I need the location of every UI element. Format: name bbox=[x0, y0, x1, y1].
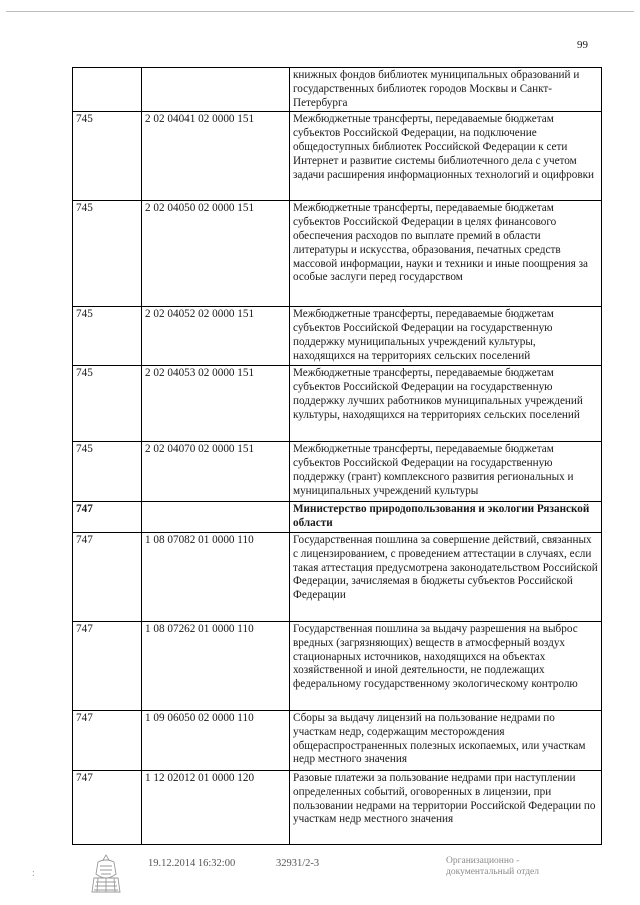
kbk-cell bbox=[142, 68, 290, 112]
coat-of-arms-stamp-icon bbox=[86, 852, 126, 896]
admin-code-cell: 745 bbox=[73, 307, 142, 366]
admin-code-cell: 745 bbox=[73, 442, 142, 502]
admin-code-cell: 747 bbox=[73, 502, 142, 533]
kbk-cell bbox=[142, 502, 290, 533]
kbk-cell: 2 02 04070 02 0000 151 bbox=[142, 442, 290, 502]
revenue-name-cell: Разовые платежи за пользование недрами при наступлении определенных событий, оговоренных в лицензии, при пользовании недрами на территории Российской Федерации по участкам недр местного значения bbox=[290, 770, 602, 844]
kbk-cell: 1 12 02012 01 0000 120 bbox=[142, 770, 290, 844]
document-footer bbox=[0, 852, 640, 905]
table-row bbox=[73, 710, 602, 770]
table-row bbox=[73, 201, 602, 307]
department-line-1: Организационно - bbox=[446, 856, 520, 866]
kbk-cell: 2 02 04052 02 0000 151 bbox=[142, 307, 290, 366]
page-number: 99 bbox=[577, 39, 588, 51]
ministry-name-cell: Министерство природопользования и экологии Рязанской области bbox=[290, 502, 602, 533]
top-rule bbox=[6, 11, 634, 12]
revenue-name-cell: Межбюджетные трансферты, передаваемые бюджетам субъектов Российской Федерации на государственную поддержку (грант) комплексного развития региональных и муниципальных учреждений культуры bbox=[290, 442, 602, 502]
footer-timestamp: 19.12.2014 16:32:00 bbox=[148, 858, 236, 869]
kbk-cell: 1 08 07262 01 0000 110 bbox=[142, 621, 290, 710]
admin-code-cell: 747 bbox=[73, 770, 142, 844]
footer-doc-code: 32931/2-3 bbox=[276, 858, 320, 869]
kbk-cell: 1 08 07082 01 0000 110 bbox=[142, 532, 290, 621]
kbk-cell: 2 02 04053 02 0000 151 bbox=[142, 366, 290, 442]
admin-code-cell bbox=[73, 68, 142, 112]
table-row bbox=[73, 532, 602, 621]
table-row bbox=[73, 442, 602, 502]
admin-code-cell: 745 bbox=[73, 201, 142, 307]
revenue-name-cell: Межбюджетные трансферты, передаваемые бюджетам субъектов Российской Федерации в целях финансового обеспечения расходов по выплате премий в области литературы и искусства, образования, печатных средств массовой информации, науки и техники и иные поощрения за особые заслуги перед государством bbox=[290, 201, 602, 307]
ministry-header-row bbox=[73, 502, 602, 533]
revenue-name-cell: Государственная пошлина за выдачу разрешения на выброс вредных (загрязняющих) веществ в атмосферный воздух стационарных источников, находящихся на объектах хозяйственной и иной деятельности, не подлежащих федеральному государственному экологическому контролю bbox=[290, 621, 602, 710]
table-row bbox=[73, 112, 602, 201]
revenue-name-cell: книжных фондов библиотек муниципальных образований и государственных библиотек городов Москвы и Санкт-Петербурга bbox=[290, 68, 602, 112]
admin-code-cell: 747 bbox=[73, 710, 142, 770]
revenue-name-cell: Межбюджетные трансферты, передаваемые бюджетам субъектов Российской Федерации на государственную поддержку лучших работников муниципальных учреждений культуры, находящихся на территориях сельских поселений bbox=[290, 366, 602, 442]
table-row bbox=[73, 68, 602, 112]
kbk-cell: 1 09 06050 02 0000 110 bbox=[142, 710, 290, 770]
kbk-cell: 2 02 04041 02 0000 151 bbox=[142, 112, 290, 201]
revenue-name-cell: Межбюджетные трансферты, передаваемые бюджетам субъектов Российской Федерации, на подключение общедоступных библиотек Российской Федерации к сети Интернет и развитие системы библиотечного дела с учетом задачи расширения информационных технологий и оцифровки bbox=[290, 112, 602, 201]
table-row bbox=[73, 307, 602, 366]
footer-department bbox=[446, 856, 576, 878]
revenue-name-cell: Межбюджетные трансферты, передаваемые бюджетам субъектов Российской Федерации на государственную поддержку муниципальных учреждений культуры, находящихся на территориях сельских поселений bbox=[290, 307, 602, 366]
kbk-cell: 2 02 04050 02 0000 151 bbox=[142, 201, 290, 307]
admin-code-cell: 745 bbox=[73, 366, 142, 442]
department-line-2: документальный отдел bbox=[446, 867, 540, 877]
table-row bbox=[73, 621, 602, 710]
revenue-name-cell: Государственная пошлина за совершение действий, связанных с лицензированием, с проведением аттестации в случаях, если такая аттестация предусмотрена законодательством Российской Федерации, зачисляемая в бюджеты субъектов Российской Федерации bbox=[290, 532, 602, 621]
admin-code-cell: 747 bbox=[73, 532, 142, 621]
table-row bbox=[73, 770, 602, 844]
admin-code-cell: 747 bbox=[73, 621, 142, 710]
admin-code-cell: 745 bbox=[73, 112, 142, 201]
margin-mark: : bbox=[32, 868, 35, 879]
revenue-codes-table bbox=[72, 67, 602, 845]
revenue-name-cell: Сборы за выдачу лицензий на пользование недрами по участкам недр, содержащим месторождения общераспространенных полезных ископаемых, или участкам недр местного значения bbox=[290, 710, 602, 770]
table-row bbox=[73, 366, 602, 442]
